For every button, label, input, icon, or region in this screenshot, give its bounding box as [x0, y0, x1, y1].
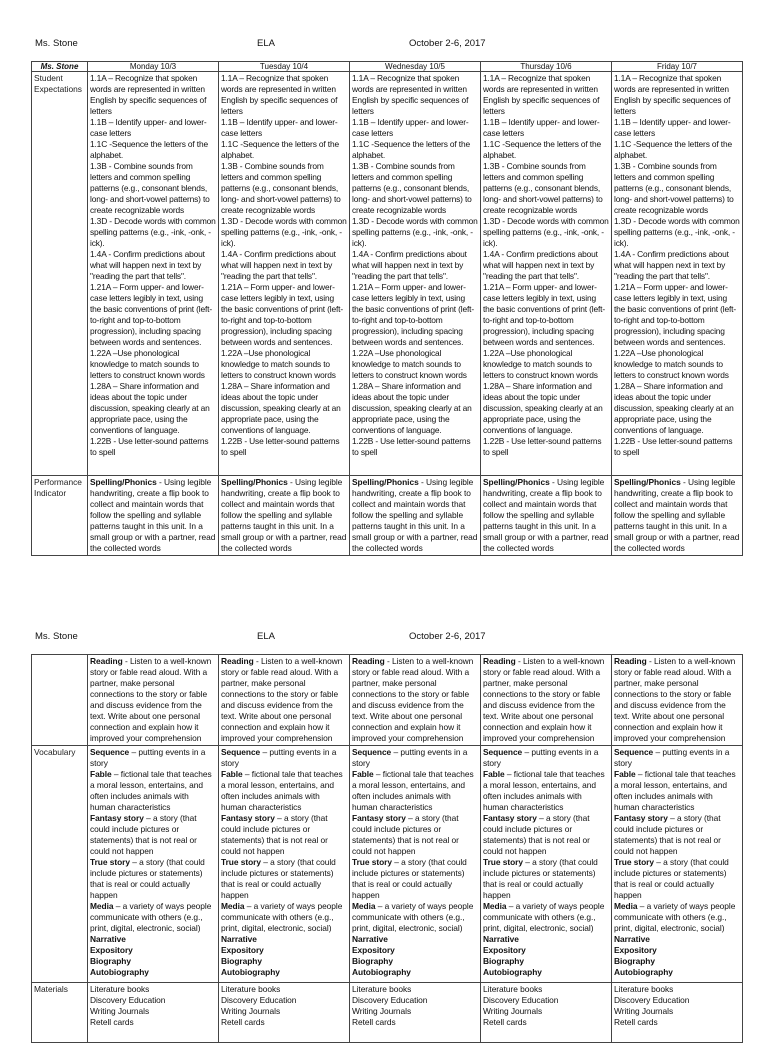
vocabulary-cell — [612, 746, 743, 983]
vocab-term: Media — [352, 901, 376, 911]
vocab-item — [352, 813, 478, 857]
vocab-term: Autobiography — [352, 967, 411, 977]
vocab-definition: – a story (that could include pictures or statements) that is real or could actually happen — [90, 857, 205, 900]
expectation-item: 1.22B - Use letter-sound patterns to spell — [221, 436, 340, 457]
vocab-term: Biography — [352, 956, 393, 966]
material-item: Discovery Education — [483, 995, 559, 1005]
expectations-cell — [350, 72, 481, 476]
reading-title: Reading — [483, 656, 516, 666]
materials-cell — [88, 983, 219, 1043]
expectation-item: 1.3B - Combine sounds from letters and common spelling patterns (e.g., consonant blends, long- and short-vowel patterns) to create recognizable words — [483, 161, 603, 215]
expectation-item: 1.3B - Combine sounds from letters and common spelling patterns (e.g., consonant blends, long- and short-vowel patterns) to create recognizable words — [90, 161, 210, 215]
vocab-item — [614, 769, 740, 813]
row-label-performance: Performance Indicator — [32, 476, 88, 556]
expectation-item: 1.22A –Use phonological knowledge to match sounds to letters to construct known words — [352, 348, 467, 380]
performance-cell — [350, 476, 481, 556]
vocab-term: Autobiography — [90, 967, 149, 977]
vocab-item — [614, 901, 740, 934]
performance-title: Spelling/Phonics — [614, 477, 681, 487]
performance-text — [483, 477, 609, 554]
vocab-item — [90, 967, 216, 978]
vocab-term: Sequence — [614, 747, 654, 757]
vocab-item — [221, 967, 347, 978]
expectation-item: 1.4A - Confirm predictions about what will happen next in text by "reading the part that tells". — [483, 249, 598, 281]
expectation-item: 1.21A – Form upper- and lower-case letters legibly in text, using the basic conventions of print (left-to-right and top-to-bottom progression), including spacing between words and sentences. — [221, 282, 344, 347]
day-header-thursday: Thursday 10/6 — [481, 62, 612, 72]
reading-title: Reading — [614, 656, 647, 666]
material-item: Writing Journals — [90, 1006, 150, 1016]
vocab-term: True story — [90, 857, 130, 867]
vocab-item — [483, 747, 609, 769]
reading-title: Reading — [352, 656, 385, 666]
vocab-term: Fable — [352, 769, 374, 779]
vocab-term: Fantasy story — [90, 813, 144, 823]
performance-body: - Using legible handwriting, create a flip book to collect and maintain words that follow the spelling and syllable patterns taught in this unit. In a small group or with a partner, read the collected words — [614, 477, 740, 553]
teacher-name: Ms. Stone — [35, 38, 78, 49]
vocab-term: True story — [614, 857, 654, 867]
performance-cell — [88, 476, 219, 556]
vocab-item — [352, 956, 478, 967]
reading-text — [221, 656, 347, 744]
vocab-term: Fantasy story — [352, 813, 406, 823]
expectation-item: 1.22B - Use letter-sound patterns to spell — [483, 436, 602, 457]
vocab-item — [221, 956, 347, 967]
expectation-item: 1.3D - Decode words with common spelling patterns (e.g., -ink, -onk, -ick). — [90, 216, 216, 248]
row-label-materials: Materials — [32, 983, 88, 1043]
vocab-item — [483, 769, 609, 813]
subject-label-2: ELA — [257, 631, 275, 642]
expectation-item: 1.3D - Decode words with common spelling patterns (e.g., -ink, -onk, -ick). — [221, 216, 347, 248]
performance-body: - Using legible handwriting, create a flip book to collect and maintain words that follow the spelling and syllable patterns taught in this unit. In a small group or with a partner, read the collected words — [483, 477, 609, 553]
vocab-item — [352, 967, 478, 978]
vocab-definition: – a story (that could include pictures or statements) that is not real or could not happen — [352, 813, 459, 856]
vocab-item — [90, 945, 216, 956]
vocab-term: Sequence — [221, 747, 261, 757]
vocab-item — [614, 813, 740, 857]
vocab-item — [352, 934, 478, 945]
reading-text — [352, 656, 478, 744]
material-item: Retell cards — [614, 1017, 658, 1027]
teacher-name-2: Ms. Stone — [35, 631, 78, 642]
vocab-item — [483, 857, 609, 901]
reading-cell — [481, 655, 612, 746]
reading-title: Reading — [90, 656, 123, 666]
vocab-term: Narrative — [614, 934, 650, 944]
vocab-item — [90, 857, 216, 901]
material-item: Retell cards — [352, 1017, 396, 1027]
performance-title: Spelling/Phonics — [221, 477, 288, 487]
expectation-item: 1.3B - Combine sounds from letters and common spelling patterns (e.g., consonant blends, long- and short-vowel patterns) to create recognizable words — [352, 161, 472, 215]
vocab-definition: – a story (that could include pictures or statements) that is not real or could not happen — [221, 813, 328, 856]
vocab-term: Media — [483, 901, 507, 911]
material-item: Literature books — [614, 984, 674, 994]
material-item: Discovery Education — [221, 995, 297, 1005]
expectation-item: 1.22B - Use letter-sound patterns to spell — [614, 436, 733, 457]
performance-title: Spelling/Phonics — [352, 477, 419, 487]
row-label-empty — [32, 655, 88, 746]
vocab-item — [221, 934, 347, 945]
vocab-term: Expository — [352, 945, 395, 955]
expectation-item: 1.1A – Recognize that spoken words are represented in written English by specific sequences of letters — [90, 73, 207, 116]
expectation-item: 1.1B – Identify upper- and lower-case letters — [352, 117, 469, 138]
expectation-item: 1.1B – Identify upper- and lower-case letters — [614, 117, 731, 138]
vocab-item — [483, 967, 609, 978]
performance-cell — [481, 476, 612, 556]
vocab-term: Fantasy story — [614, 813, 668, 823]
material-item: Literature books — [352, 984, 412, 994]
expectation-item: 1.28A – Share information and ideas about the topic under discussion, speaking clearly at an appropriate pace, using the conventions of language. — [221, 381, 341, 435]
vocab-item — [352, 945, 478, 956]
vocab-term: Biography — [483, 956, 524, 966]
material-item: Literature books — [90, 984, 150, 994]
vocab-term: True story — [221, 857, 261, 867]
vocab-term: Autobiography — [221, 967, 280, 977]
vocabulary-cell — [88, 746, 219, 983]
expectation-item: 1.22A –Use phonological knowledge to match sounds to letters to construct known words — [90, 348, 205, 380]
vocab-item — [352, 901, 478, 934]
expectation-item: 1.4A - Confirm predictions about what will happen next in text by "reading the part that tells". — [614, 249, 729, 281]
vocab-item — [483, 956, 609, 967]
expectations-cell — [612, 72, 743, 476]
material-item: Literature books — [221, 984, 281, 994]
vocab-term: Fable — [221, 769, 243, 779]
materials-cell — [481, 983, 612, 1043]
corner-header: Ms. Stone — [32, 62, 88, 72]
vocab-definition: – a story (that could include pictures or statements) that is not real or could not happen — [90, 813, 197, 856]
expectation-item: 1.3D - Decode words with common spelling patterns (e.g., -ink, -onk, -ick). — [352, 216, 478, 248]
expectation-item: 1.28A – Share information and ideas about the topic under discussion, speaking clearly at an appropriate pace, using the conventions of language. — [352, 381, 472, 435]
vocab-term: Sequence — [90, 747, 130, 757]
vocab-item — [352, 747, 478, 769]
reading-cell — [612, 655, 743, 746]
vocab-definition: – a variety of ways people communicate with others (e.g., print, digital, electronic, social) — [483, 901, 605, 933]
expectation-item: 1.3D - Decode words with common spelling patterns (e.g., -ink, -onk, -ick). — [483, 216, 609, 248]
vocab-term: Biography — [221, 956, 262, 966]
expectation-item: 1.1B – Identify upper- and lower-case letters — [90, 117, 207, 138]
expectation-item: 1.21A – Form upper- and lower-case letters legibly in text, using the basic conventions of print (left-to-right and top-to-bottom progression), including spacing between words and sentences. — [483, 282, 606, 347]
vocab-item — [614, 934, 740, 945]
reading-body: - Listen to a well-known story or fable read aloud. With a partner, make personal connections to the story or fable and discuss evidence from the text. Write about one personal connection and explain how it improved your comprehension — [483, 656, 605, 743]
vocab-item — [614, 945, 740, 956]
reading-text — [614, 656, 740, 744]
vocab-item — [614, 967, 740, 978]
reading-text — [90, 656, 216, 744]
performance-text — [90, 477, 216, 554]
vocab-definition: – putting events in a story — [483, 747, 599, 768]
vocab-definition: – a story (that could include pictures or statements) that is not real or could not happen — [483, 813, 590, 856]
reading-body: - Listen to a well-known story or fable read aloud. With a partner, make personal connections to the story or fable and discuss evidence from the text. Write about one personal connection and explain how it improved your comprehension — [90, 656, 212, 743]
vocab-item — [90, 901, 216, 934]
lesson-plan-table-2 — [31, 654, 743, 1043]
vocabulary-cell — [350, 746, 481, 983]
vocab-term: True story — [352, 857, 392, 867]
vocab-item — [614, 747, 740, 769]
vocab-definition: – a story (that could include pictures or statements) that is not real or could not happen — [614, 813, 721, 856]
performance-title: Spelling/Phonics — [90, 477, 157, 487]
expectation-item: 1.3B - Combine sounds from letters and common spelling patterns (e.g., consonant blends, long- and short-vowel patterns) to create recognizable words — [221, 161, 341, 215]
vocab-definition: – putting events in a story — [614, 747, 730, 768]
vocab-definition: – a variety of ways people communicate with others (e.g., print, digital, electronic, social) — [221, 901, 343, 933]
materials-cell — [219, 983, 350, 1043]
lesson-plan-table-1 — [31, 61, 743, 556]
vocab-definition: – a variety of ways people communicate with others (e.g., print, digital, electronic, social) — [90, 901, 212, 933]
material-item: Retell cards — [90, 1017, 134, 1027]
day-header-friday: Friday 10/7 — [612, 62, 743, 72]
expectation-item: 1.28A – Share information and ideas about the topic under discussion, speaking clearly at an appropriate pace, using the conventions of language. — [483, 381, 603, 435]
vocab-term: Biography — [614, 956, 655, 966]
vocab-term: Expository — [483, 945, 526, 955]
expectation-item: 1.4A - Confirm predictions about what will happen next in text by "reading the part that tells". — [90, 249, 205, 281]
row-label-expectations: Student Expectations — [32, 72, 88, 476]
vocab-term: Fable — [614, 769, 636, 779]
material-item: Retell cards — [221, 1017, 265, 1027]
expectation-item: 1.28A – Share information and ideas about the topic under discussion, speaking clearly at an appropriate pace, using the conventions of language. — [614, 381, 734, 435]
vocab-item — [221, 769, 347, 813]
vocab-definition: – a variety of ways people communicate with others (e.g., print, digital, electronic, social) — [352, 901, 474, 933]
expectation-item: 1.28A – Share information and ideas about the topic under discussion, speaking clearly at an appropriate pace, using the conventions of language. — [90, 381, 210, 435]
vocab-item — [352, 769, 478, 813]
reading-title: Reading — [221, 656, 254, 666]
material-item: Writing Journals — [221, 1006, 281, 1016]
expectation-item: 1.4A - Confirm predictions about what will happen next in text by "reading the part that tells". — [221, 249, 336, 281]
performance-cell — [612, 476, 743, 556]
vocab-definition: – putting events in a story — [90, 747, 206, 768]
materials-cell — [350, 983, 481, 1043]
expectation-item: 1.1C -Sequence the letters of the alphabet. — [352, 139, 470, 160]
vocab-item — [90, 747, 216, 769]
vocab-definition: – a story (that could include pictures or statements) that is real or could actually happen — [352, 857, 467, 900]
vocab-term: Media — [614, 901, 638, 911]
material-item: Discovery Education — [614, 995, 690, 1005]
vocab-definition: – fictional tale that teaches a moral lesson, entertains, and often includes animals with human characteristics — [352, 769, 474, 812]
vocab-definition: – fictional tale that teaches a moral lesson, entertains, and often includes animals with human characteristics — [483, 769, 605, 812]
expectation-item: 1.1B – Identify upper- and lower-case letters — [221, 117, 338, 138]
expectation-item: 1.1C -Sequence the letters of the alphabet. — [483, 139, 601, 160]
performance-text — [352, 477, 478, 554]
vocab-definition: – fictional tale that teaches a moral lesson, entertains, and often includes animals with human characteristics — [90, 769, 212, 812]
reading-text — [483, 656, 609, 744]
materials-cell — [612, 983, 743, 1043]
expectation-item: 1.22A –Use phonological knowledge to match sounds to letters to construct known words — [221, 348, 336, 380]
vocab-item — [221, 945, 347, 956]
performance-text — [614, 477, 740, 554]
material-item: Writing Journals — [614, 1006, 674, 1016]
vocab-item — [221, 857, 347, 901]
date-range: October 2-6, 2017 — [409, 38, 486, 49]
performance-body: - Using legible handwriting, create a flip book to collect and maintain words that follow the spelling and syllable patterns taught in this unit. In a small group or with a partner, read the collected words — [352, 477, 478, 553]
vocab-definition: – a story (that could include pictures or statements) that is real or could actually happen — [483, 857, 598, 900]
subject-label: ELA — [257, 38, 275, 49]
vocab-item — [221, 747, 347, 769]
expectation-item: 1.22B - Use letter-sound patterns to spell — [352, 436, 471, 457]
date-range-2: October 2-6, 2017 — [409, 631, 486, 642]
vocab-term: Narrative — [483, 934, 519, 944]
vocab-item — [90, 769, 216, 813]
reading-cell — [88, 655, 219, 746]
expectation-item: 1.1A – Recognize that spoken words are represented in written English by specific sequences of letters — [221, 73, 338, 116]
vocab-item — [221, 813, 347, 857]
vocab-term: Fantasy story — [221, 813, 275, 823]
vocab-item — [221, 901, 347, 934]
material-item: Writing Journals — [483, 1006, 543, 1016]
expectations-cell — [219, 72, 350, 476]
day-header-tuesday: Tuesday 10/4 — [219, 62, 350, 72]
vocab-term: Fable — [90, 769, 112, 779]
expectations-cell — [481, 72, 612, 476]
reading-cell — [350, 655, 481, 746]
row-label-vocabulary: Vocabulary — [32, 746, 88, 983]
vocab-item — [352, 857, 478, 901]
vocab-item — [483, 945, 609, 956]
reading-body: - Listen to a well-known story or fable read aloud. With a partner, make personal connections to the story or fable and discuss evidence from the text. Write about one personal connection and explain how it improved your comprehension — [352, 656, 474, 743]
vocab-definition: – a variety of ways people communicate with others (e.g., print, digital, electronic, social) — [614, 901, 736, 933]
vocab-definition: – fictional tale that teaches a moral lesson, entertains, and often includes animals with human characteristics — [614, 769, 736, 812]
expectation-item: 1.1A – Recognize that spoken words are represented in written English by specific sequences of letters — [614, 73, 731, 116]
vocab-item — [614, 956, 740, 967]
expectation-item: 1.3B - Combine sounds from letters and common spelling patterns (e.g., consonant blends, long- and short-vowel patterns) to create recognizable words — [614, 161, 734, 215]
material-item: Discovery Education — [352, 995, 428, 1005]
vocab-term: Media — [221, 901, 245, 911]
vocab-item — [90, 934, 216, 945]
performance-body: - Using legible handwriting, create a flip book to collect and maintain words that follow the spelling and syllable patterns taught in this unit. In a small group or with a partner, read the collected words — [90, 477, 216, 553]
vocab-term: Expository — [90, 945, 133, 955]
vocab-definition: – putting events in a story — [352, 747, 468, 768]
performance-title: Spelling/Phonics — [483, 477, 550, 487]
vocab-term: Sequence — [483, 747, 523, 757]
performance-body: - Using legible handwriting, create a flip book to collect and maintain words that follow the spelling and syllable patterns taught in this unit. In a small group or with a partner, read the collected words — [221, 477, 347, 553]
vocab-term: Autobiography — [483, 967, 542, 977]
vocab-term: Fantasy story — [483, 813, 537, 823]
reading-body: - Listen to a well-known story or fable read aloud. With a partner, make personal connections to the story or fable and discuss evidence from the text. Write about one personal connection and explain how it improved your comprehension — [614, 656, 736, 743]
expectation-item: 1.22A –Use phonological knowledge to match sounds to letters to construct known words — [483, 348, 598, 380]
vocab-term: Expository — [221, 945, 264, 955]
vocab-definition: – putting events in a story — [221, 747, 337, 768]
material-item: Retell cards — [483, 1017, 527, 1027]
expectation-item: 1.21A – Form upper- and lower-case letters legibly in text, using the basic conventions of print (left-to-right and top-to-bottom progression), including spacing between words and sentences. — [614, 282, 737, 347]
day-header-monday: Monday 10/3 — [88, 62, 219, 72]
vocab-item — [483, 813, 609, 857]
vocab-term: Narrative — [90, 934, 126, 944]
vocab-definition: – a story (that could include pictures or statements) that is real or could actually happen — [221, 857, 336, 900]
vocab-term: Fable — [483, 769, 505, 779]
material-item: Literature books — [483, 984, 543, 994]
vocabulary-cell — [481, 746, 612, 983]
expectation-item: 1.22B - Use letter-sound patterns to spell — [90, 436, 209, 457]
expectations-cell — [88, 72, 219, 476]
expectation-item: 1.4A - Confirm predictions about what will happen next in text by "reading the part that tells". — [352, 249, 467, 281]
vocab-term: True story — [483, 857, 523, 867]
vocab-item — [90, 813, 216, 857]
vocabulary-cell — [219, 746, 350, 983]
vocab-term: Expository — [614, 945, 657, 955]
reading-body: - Listen to a well-known story or fable read aloud. With a partner, make personal connections to the story or fable and discuss evidence from the text. Write about one personal connection and explain how it improved your comprehension — [221, 656, 343, 743]
vocab-definition: – a story (that could include pictures or statements) that is real or could actually happen — [614, 857, 729, 900]
vocab-term: Autobiography — [614, 967, 673, 977]
vocab-term: Biography — [90, 956, 131, 966]
expectation-item: 1.1C -Sequence the letters of the alphabet. — [90, 139, 208, 160]
vocab-term: Media — [90, 901, 114, 911]
performance-text — [221, 477, 347, 554]
vocab-item — [483, 934, 609, 945]
expectation-item: 1.3D - Decode words with common spelling patterns (e.g., -ink, -onk, -ick). — [614, 216, 740, 248]
expectation-item: 1.1B – Identify upper- and lower-case letters — [483, 117, 600, 138]
expectation-item: 1.1C -Sequence the letters of the alphabet. — [221, 139, 339, 160]
vocab-item — [614, 857, 740, 901]
performance-cell — [219, 476, 350, 556]
vocab-item — [483, 901, 609, 934]
vocab-term: Sequence — [352, 747, 392, 757]
reading-cell — [219, 655, 350, 746]
expectation-item: 1.1A – Recognize that spoken words are represented in written English by specific sequences of letters — [352, 73, 469, 116]
expectation-item: 1.21A – Form upper- and lower-case letters legibly in text, using the basic conventions of print (left-to-right and top-to-bottom progression), including spacing between words and sentences. — [90, 282, 213, 347]
vocab-term: Narrative — [221, 934, 257, 944]
material-item: Writing Journals — [352, 1006, 412, 1016]
expectation-item: 1.1A – Recognize that spoken words are represented in written English by specific sequences of letters — [483, 73, 600, 116]
vocab-term: Narrative — [352, 934, 388, 944]
day-header-wednesday: Wednesday 10/5 — [350, 62, 481, 72]
vocab-definition: – fictional tale that teaches a moral lesson, entertains, and often includes animals with human characteristics — [221, 769, 343, 812]
vocab-item — [90, 956, 216, 967]
material-item: Discovery Education — [90, 995, 166, 1005]
expectation-item: 1.21A – Form upper- and lower-case letters legibly in text, using the basic conventions of print (left-to-right and top-to-bottom progression), including spacing between words and sentences. — [352, 282, 475, 347]
expectation-item: 1.1C -Sequence the letters of the alphabet. — [614, 139, 732, 160]
expectation-item: 1.22A –Use phonological knowledge to match sounds to letters to construct known words — [614, 348, 729, 380]
